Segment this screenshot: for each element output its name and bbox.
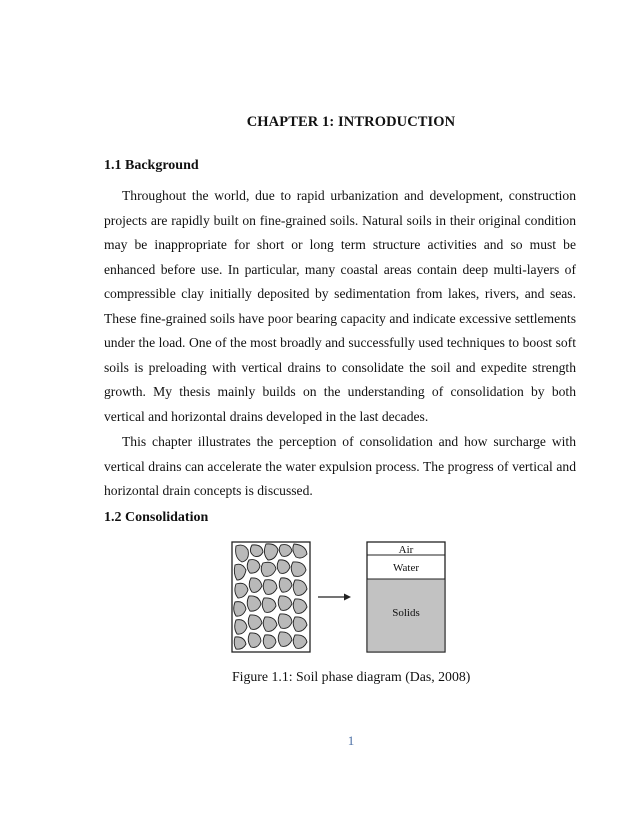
phase-label-air: Air: [398, 544, 414, 556]
page-number: 1: [347, 733, 355, 748]
phase-label-water: Water: [393, 562, 419, 574]
chapter-title: CHAPTER 1: INTRODUCTION: [246, 114, 456, 130]
paragraph-background-1: Throughout the world, due to rapid urbanization and development, construction projects are rapidly built on fine-grained soils. Natural soils in their original condition may be inappropriate for short or long term structure activities and so must be enhanced before use. In particular, many coastal areas contain deep multi-layers of compressible clay initially deposited by sedimentation from lakes, rivers, and seas. These fine-grained soils have poor bearing capacity and indicate excessive settlements under the load. One of the most broadly and successfully used techniques to boost soft soils is preloading with vertical drains to consolidate the soil and expedite strength growth. My thesis mainly builds on the understanding of consolidation by both vertical and horizontal drains developed in the last decades.: [104, 188, 576, 424]
section-heading-consolidation: 1.2 Consolidation: [104, 510, 209, 525]
phase-label-solids: Solids: [392, 607, 420, 619]
soil-phase-figure: [230, 540, 450, 655]
phase-diagram: [367, 542, 445, 652]
section-heading-background: 1.1 Background: [104, 158, 199, 173]
soil-grains-diagram: [232, 542, 310, 652]
figure-caption: Figure 1.1: Soil phase diagram (Das, 2008): [232, 669, 471, 684]
arrow-right-icon: [318, 594, 351, 601]
paragraph-background-2: This chapter illustrates the perception of consolidation and how surcharge with vertical drains can accelerate the water expulsion process. The progress of vertical and horizontal drain concepts is discussed.: [104, 434, 576, 498]
